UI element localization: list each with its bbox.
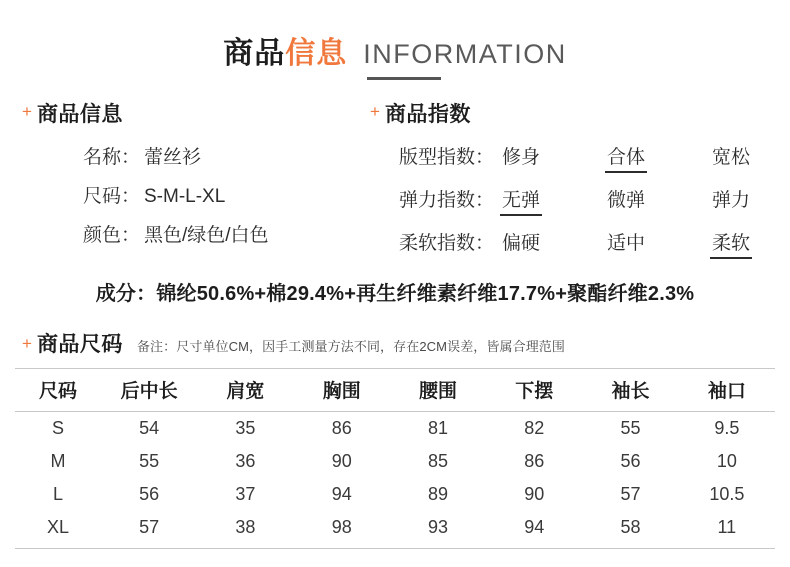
index-options <box>500 228 790 259</box>
index-label: 弹力指数： <box>398 190 494 211</box>
cell-sleeve-length: 58 <box>620 517 641 537</box>
plus-icon: + <box>22 334 32 353</box>
table-bottom-divider <box>15 548 775 549</box>
index-option: 弹力 <box>711 190 750 211</box>
info-value: S-M-L-XL <box>144 186 226 207</box>
cell-back-length: 54 <box>139 418 160 438</box>
product-index-column <box>360 98 790 271</box>
index-option: 宽松 <box>711 147 750 168</box>
cell-cuff: 11 <box>717 517 737 537</box>
index-option: 修身 <box>502 147 541 168</box>
info-row <box>22 181 360 208</box>
plus-icon: + <box>370 101 380 121</box>
cell-cuff: 9.5 <box>714 418 740 438</box>
size-section-title: 商品尺码 <box>36 333 123 356</box>
cell-waist: 89 <box>427 484 448 504</box>
info-label: 尺码： <box>82 186 140 207</box>
index-label: 柔软指数： <box>398 233 494 254</box>
cell-sleeve-length: 57 <box>620 484 641 504</box>
cell-size: XL <box>46 517 70 537</box>
cell-hem: 86 <box>524 451 545 471</box>
product-info-column <box>0 98 360 271</box>
size-section-heading <box>0 328 790 358</box>
column-header-sleeve-length: 袖长 <box>582 369 678 412</box>
product-info-title: 商品信息 <box>36 103 123 126</box>
index-options <box>500 185 790 216</box>
table-row <box>15 412 775 446</box>
index-options <box>500 142 790 173</box>
table-row <box>15 511 775 544</box>
cell-shoulder: 37 <box>235 484 256 504</box>
composition-line: 成分：锦纶50.6%+棉29.4%+再生纤维素纤维17.7%+聚酯纤维2.3% <box>95 283 695 305</box>
size-table-body <box>15 412 775 545</box>
cell-bust: 94 <box>331 484 352 504</box>
cell-waist: 85 <box>427 451 448 471</box>
cell-sleeve-length: 56 <box>620 451 641 471</box>
cell-sleeve-length: 55 <box>620 418 641 438</box>
size-table <box>15 368 775 544</box>
product-index-heading <box>370 98 790 128</box>
column-header-back-length: 后中长 <box>101 369 197 412</box>
size-table-head <box>15 369 775 412</box>
column-header-waist: 腰围 <box>390 369 486 412</box>
header-title-cn-primary: 商品 <box>223 37 286 70</box>
cell-back-length: 56 <box>139 484 160 504</box>
product-info-heading <box>22 98 360 128</box>
cell-shoulder: 38 <box>235 517 256 537</box>
info-value: 蕾丝衫 <box>144 147 202 168</box>
info-label: 颜色： <box>82 225 140 246</box>
cell-bust: 98 <box>331 517 352 537</box>
header-underline <box>367 77 441 80</box>
cell-size: M <box>50 451 66 471</box>
plus-icon: + <box>22 101 32 121</box>
index-option: 微弹 <box>606 190 645 211</box>
table-header-row <box>15 369 775 412</box>
info-row <box>22 142 360 169</box>
cell-shoulder: 35 <box>235 418 256 438</box>
info-row <box>22 220 360 247</box>
index-row-fit <box>370 142 790 173</box>
index-row-elasticity <box>370 185 790 216</box>
index-option-selected: 柔软 <box>710 228 752 259</box>
cell-hem: 90 <box>524 484 545 504</box>
cell-cuff: 10.5 <box>709 484 745 504</box>
cell-bust: 86 <box>331 418 352 438</box>
header-title-cn-accent: 信息 <box>285 37 348 70</box>
cell-back-length: 57 <box>139 517 160 537</box>
column-header-cuff: 袖口 <box>679 369 775 412</box>
cell-hem: 94 <box>524 517 545 537</box>
header-title-en-wrap <box>363 39 566 80</box>
cell-waist: 93 <box>427 517 448 537</box>
page-header <box>0 0 790 80</box>
cell-size: L <box>52 484 63 504</box>
cell-back-length: 55 <box>139 451 160 471</box>
column-header-size: 尺码 <box>15 369 101 412</box>
index-option-selected: 合体 <box>605 142 647 173</box>
cell-hem: 82 <box>524 418 545 438</box>
cell-shoulder: 36 <box>235 451 256 471</box>
index-option-selected: 无弹 <box>500 185 542 216</box>
index-option: 适中 <box>606 233 645 254</box>
index-row-softness <box>370 228 790 259</box>
table-row <box>15 478 775 511</box>
column-header-hem: 下摆 <box>486 369 582 412</box>
size-section-note: 备注：尺寸单位CM，因手工测量方法不同，存在2CM误差，皆属合理范围 <box>136 339 566 354</box>
cell-size: S <box>51 418 64 438</box>
cell-bust: 90 <box>331 451 352 471</box>
info-label: 名称： <box>82 147 140 168</box>
table-row <box>15 445 775 478</box>
column-header-bust: 胸围 <box>294 369 390 412</box>
product-index-title: 商品指数 <box>384 103 471 126</box>
column-header-shoulder: 肩宽 <box>197 369 293 412</box>
header-title-en: INFORMATION <box>363 39 567 69</box>
info-value: 黑色/绿色/白色 <box>144 225 269 246</box>
index-label: 版型指数： <box>398 147 494 168</box>
info-columns <box>0 98 790 271</box>
cell-cuff: 10 <box>716 451 737 471</box>
cell-waist: 81 <box>427 418 448 438</box>
index-option: 偏硬 <box>502 233 541 254</box>
